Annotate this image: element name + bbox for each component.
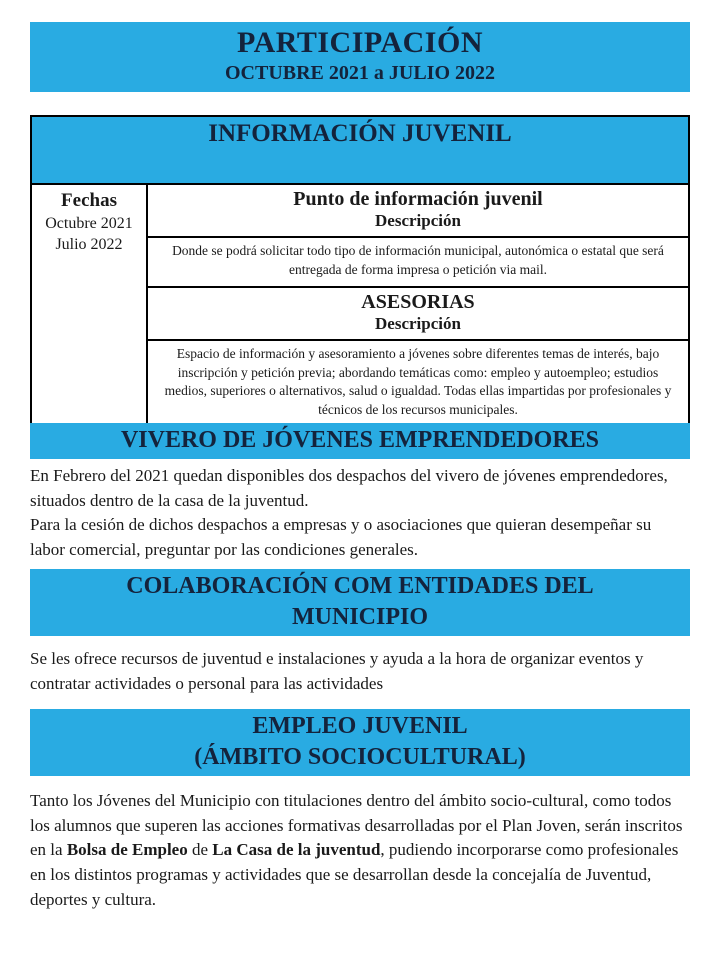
participation-banner [30,22,690,92]
dates-cell [32,185,148,426]
paragraph: Se les ofrece recursos de juventud e instalaciones y ayuda a la hora de organizar eventos y contratar actividades o personal para las actividades [30,649,644,693]
paragraph: Para la cesión de dichos despachos a empresas y o asociaciones que quieran desempeñar su labor comercial, preguntar por las condiciones generales. [30,515,652,559]
section-title-empleo-line2: (ÁMBITO SOCIOCULTURAL) [194,744,526,771]
paragraph: En Febrero del 2021 quedan disponibles dos despachos del vivero de jóvenes emprendedores, situados dentro de la casa de la juventud. [30,466,668,510]
info-point-description: Donde se podrá solicitar todo tipo de información municipal, autonómica o estatal que será entregada de forma impresa o petición via mail. [148,238,688,287]
asesorias-header [148,288,688,341]
asesorias-title: ASESORIAS [361,290,475,313]
info-point-description-label: Descripción [375,211,461,230]
info-point-title: Punto de información juvenil [293,188,543,210]
section-title-vivero: VIVERO DE JÓVENES EMPRENDEDORES [120,427,600,453]
table-title: INFORMACIÓN JUVENIL [32,117,688,185]
section-title-colaboracion-line1: COLABORACIÓN COM ENTIDADES DEL [126,573,594,599]
page-subtitle-date-range: OCTUBRE 2021 a JULIO 2022 [224,61,496,84]
asesorias-description: Espacio de información y asesoramiento a jóvenes sobre diferentes temas de interés, bajo inscripción y petición previa; abordando temáticas como: empleo y autoempleo; estudios medios, superiores o alternativos, salud o igualdad. Todas ellas impartidas por profesionales y técnicos de los recursos municipales. [164,346,672,417]
page-title: PARTICIPACIÓN [236,26,483,59]
date-start: Octubre 2021 [45,214,133,232]
date-end: Julio 2022 [55,236,123,254]
section-text-vivero [30,464,690,563]
section-bar-colaboracion [30,569,690,636]
section-title-colaboracion-line2: MUNICIPIO [292,604,428,631]
section-text-empleo [30,789,690,912]
section-title-empleo-line1: EMPLEO JUVENIL [252,713,468,739]
table-body [32,185,688,426]
section-bar-vivero [30,423,690,459]
asesorias-description-label: Descripción [375,313,461,333]
paragraph: Tanto los Jóvenes del Municipio con titulaciones dentro del ámbito socio-cultural, como todos los alumnos que superen las acciones formativas desarrolladas por el Plan Joven, serán inscritos en la Bolsa de Empleo de La Casa de la juventud, pudiendo incorporarse como profesionales en los distintos programas y actividades que se desarrollan desde la concejalía de Juventud, deportes y cultura. [30,791,683,909]
section-text-colaboracion [30,647,690,696]
dates-label: Fechas [61,190,117,211]
table-content-column [148,185,688,426]
youth-info-table [30,115,690,428]
section-bar-empleo [30,709,690,776]
info-point-header [148,185,688,238]
